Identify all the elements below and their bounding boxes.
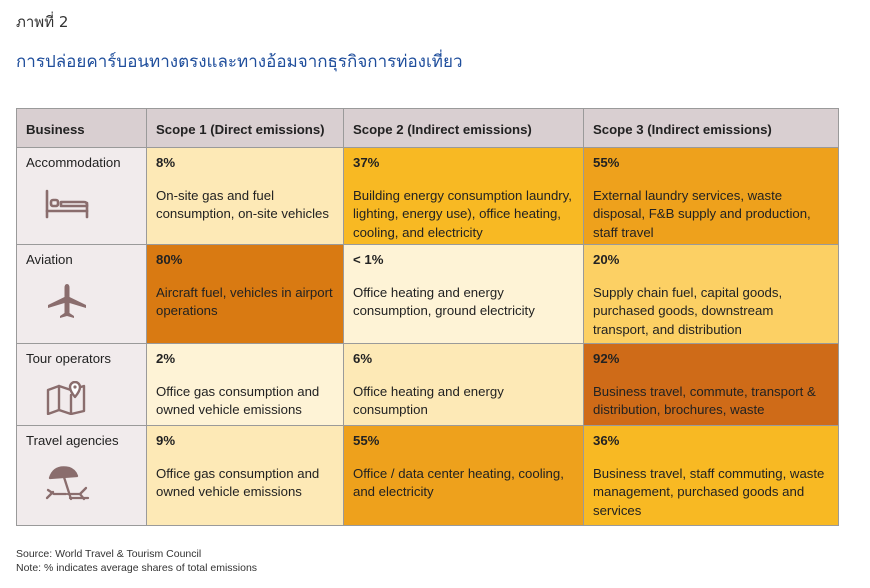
scope-3-cell	[584, 344, 839, 426]
table-row	[17, 344, 839, 426]
scope-2-description: Office heating and energy consumption	[353, 383, 504, 417]
scope-1-description: Office gas consumption and owned vehicle emissions	[156, 465, 320, 499]
business-cell	[17, 344, 147, 426]
scope-2-cell	[344, 148, 584, 245]
scope-1-cell	[147, 426, 344, 526]
scope-2-description: Office heating and energy consumption, ground electricity	[353, 284, 535, 318]
scope-1-percent: 9%	[156, 433, 176, 448]
scope-1-description: Aircraft fuel, vehicles in airport operations	[156, 284, 333, 318]
scope-1-description: Office gas consumption and owned vehicle emissions	[156, 383, 320, 417]
figure-title: การปล่อยคาร์บอนทางตรงและทางอ้อมจากธุรกิจการท่องเที่ยว	[16, 52, 463, 72]
beach-umbrella-icon	[44, 463, 90, 503]
table-row	[17, 148, 839, 245]
table-header-row	[17, 109, 839, 148]
scope-3-description: Supply chain fuel, capital goods, purchased goods, downstream transport, and distribution	[593, 284, 783, 337]
scope-3-percent: 20%	[593, 252, 620, 267]
business-cell	[17, 426, 147, 526]
business-name: Aviation	[26, 252, 73, 267]
scope-1-percent: 8%	[156, 155, 176, 170]
scope-3-percent: 55%	[593, 155, 620, 170]
scope-2-description: Building energy consumption laundry, lighting, energy use), office heating, cooling, and electricity	[353, 187, 572, 240]
business-name: Travel agencies	[26, 433, 119, 448]
table-row	[17, 426, 839, 526]
scope-2-cell	[344, 426, 584, 526]
scope-1-description: On-site gas and fuel consumption, on-site vehicles	[156, 187, 329, 221]
bed-icon	[44, 187, 90, 221]
header-scope-3: Scope 3 (Indirect emissions)	[584, 109, 839, 148]
scope-2-cell	[344, 344, 584, 426]
business-cell	[17, 148, 147, 245]
scope-2-percent: 6%	[353, 351, 373, 366]
scope-1-percent: 80%	[156, 252, 183, 267]
business-name: Tour operators	[26, 351, 112, 366]
business-cell	[17, 245, 147, 344]
scope-2-cell	[344, 245, 584, 344]
scope-2-percent: 37%	[353, 155, 380, 170]
scope-3-percent: 92%	[593, 351, 620, 366]
table-row	[17, 245, 839, 344]
scope-2-description: Office / data center heating, cooling, and electricity	[353, 465, 564, 499]
header-business: Business	[17, 109, 147, 148]
header-scope-2: Scope 2 (Indirect emissions)	[344, 109, 584, 148]
emissions-table	[16, 108, 839, 526]
footnotes	[16, 547, 257, 575]
scope-3-description: External laundry services, waste disposal, F&B supply and production, staff travel	[593, 187, 811, 240]
scope-2-percent: < 1%	[353, 252, 384, 267]
scope-1-percent: 2%	[156, 351, 176, 366]
scope-3-cell	[584, 245, 839, 344]
scope-3-cell	[584, 426, 839, 526]
percent-note: Note: % indicates average shares of total emissions	[16, 562, 258, 574]
figure-label: ภาพที่ 2	[16, 13, 69, 31]
header-scope-1: Scope 1 (Direct emissions)	[147, 109, 344, 148]
scope-3-percent: 36%	[593, 433, 620, 448]
scope-3-cell	[584, 148, 839, 245]
airplane-icon	[44, 280, 90, 320]
scope-1-cell	[147, 344, 344, 426]
map-pin-icon	[44, 381, 90, 415]
scope-1-cell	[147, 148, 344, 245]
scope-3-description: Business travel, commute, transport & distribution, brochures, waste	[593, 383, 816, 417]
scope-1-cell	[147, 245, 344, 344]
scope-3-description: Business travel, staff commuting, waste management, purchased goods and services	[593, 465, 825, 518]
scope-2-percent: 55%	[353, 433, 380, 448]
source-note: Source: World Travel & Tourism Council	[16, 548, 202, 560]
business-name: Accommodation	[26, 155, 121, 170]
